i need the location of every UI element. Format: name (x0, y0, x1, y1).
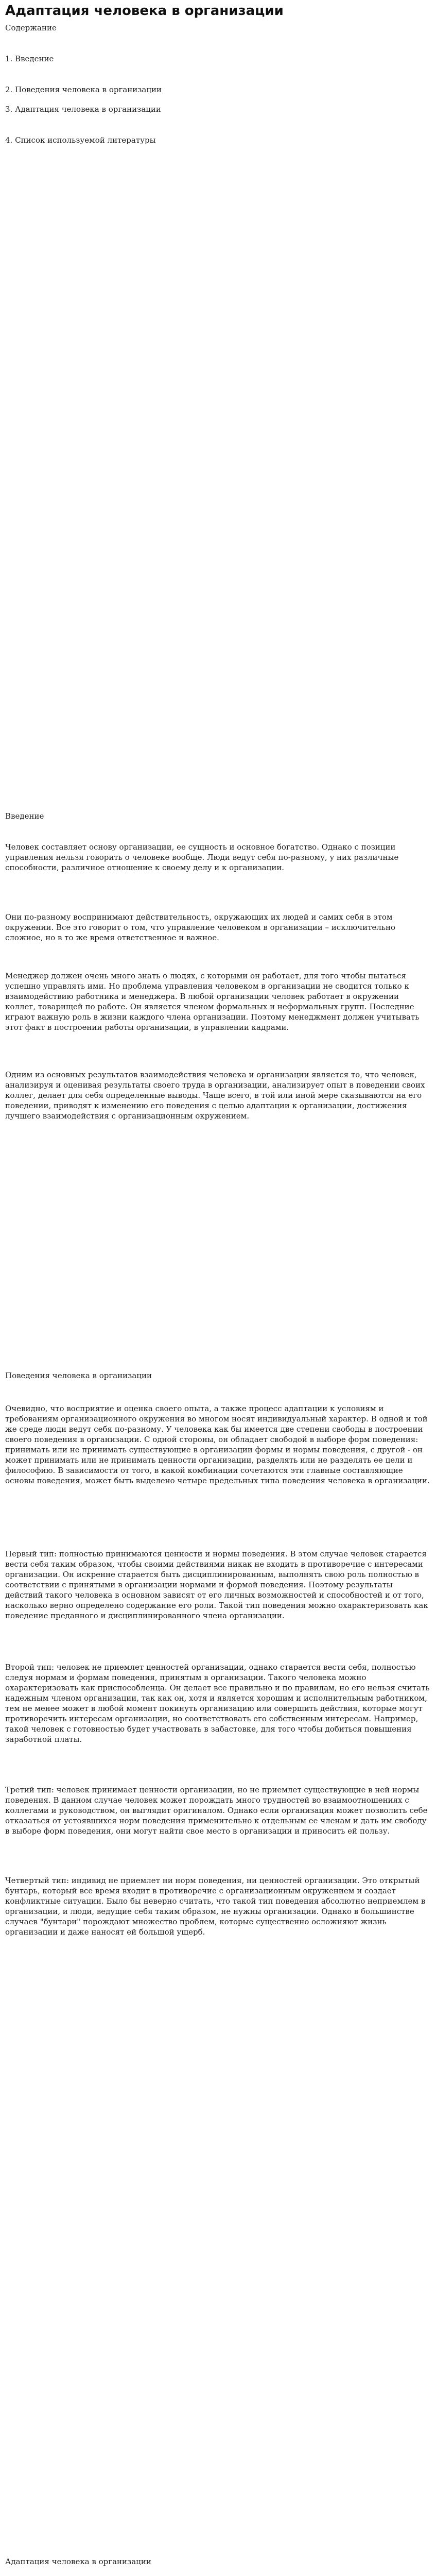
paragraph: Менеджер должен очень много знать о людях, с которыми он работает, для того чтобы пытаться успешно управлять ими. Но проблема управления человеком в организации не сводится только к взаимодействию работника и менеджера. В любой организации человек работает в окружении коллег, товарищей по работе. Он является членом формальных и неформальных групп. Последние играют важную роль в жизни каждого члена организации. Поэтому менеджмент должен учитывать этот факт в построении работы организации, в управлении кадрами. (5, 971, 420, 1032)
paragraph: Четвертый тип: индивид не приемлет ни норм поведения, ни ценностей организации. Это открытый бунтарь, который все время входит в противоречие с организационным окружением и создает конфликтные ситуации. Было бы неверно считать, что такой тип поведения абсолютно неприемлем в организации, и люди, ведущие себя таким образом, не нужны организации. Однако в большинстве случаев "бунтари" порождают множество проблем, которые существенно осложняют жизнь организации и даже наносят ей большой ущерб. (5, 1876, 426, 1937)
paragraph: Они по-разному воспринимают действительность, окружающих их людей и самих себя в этом окружении. Все это говорит о том, что управление человеком в организации – исключительно сложное, но в то же время ответственное и важное. (5, 912, 395, 942)
paragraph: Второй тип: человек не приемлет ценностей организации, однако старается вести себя, полностью следуя нормам и формам поведения, принятым в организации. Такого человека можно охарактеризовать как приспособленца. Он делает все правильно и по правилам, но его нельзя считать надежным членом организации, так как он, хотя и является хорошим и исполнительным работником, тем не менее может в любой момент покинуть организацию или совершить действия, которые могут противоречить интересам организации, но соответствовать его собственным интересам. Например, такой человек с готовностью будет участвовать в забастовке, для того чтобы добиться повышения заработной платы. (5, 1663, 430, 1744)
toc-item-behavior: 2. Поведения человека в организации (5, 85, 162, 94)
section-heading-introduction: Введение (5, 811, 44, 821)
paragraph: Первый тип: полностью принимаются ценности и нормы поведения. В этом случае человек старается вести себя таким образом, чтобы своими действиями никак не входить в противоречие с интересами организации. Он искренне старается быть дисциплинированным, выполнять свою роль полностью в соответствии с принятыми в организации нормами и формой поведения. Поэтому результаты действий такого человека в основном зависят от его личных возможностей и способностей и от того, насколько верно определено содержание его роли. Такой тип поведения можно охарактеризовать как поведение преданного и дисциплинированного члена организации. (5, 1549, 428, 1620)
document-title: Адаптация человека в организации (5, 3, 284, 19)
paragraph: Одним из основных результатов взаимодействия человека и организации является то, что человек, анализируя и оценивая результаты своего труда в организации, анализирует опыт в поведении своих коллег, делает для себя определенные выводы. Чаще всего, в той или иной мере сказываются на его поведении, приводят к изменению его поведения с целью адаптации к организации, достижения лучшего взаимодействия с организационным окружением. (5, 1070, 425, 1121)
paragraph: Третий тип: человек принимает ценности организации, но не приемлет существующие в ней нормы поведения. В данном случае человек может порождать много трудностей во взаимоотношениях с коллегами и руководством, он выглядит оригиналом. Однако если организация может позволить себе отказаться от устоявшихся норм поведения применительно к отдельным ее членам и дать им свободу в выборе форм поведения, они могут найти свое место в организации и приносить ей пользу. (5, 1785, 428, 1836)
paragraph: Человек составляет основу организации, ее сущность и основное богатство. Однако с позиции управления нельзя говорить о человеке вообще. Люди ведут себя по-разному, у них различные способности, различное отношение к своему делу и к организации. (5, 842, 399, 872)
contents-heading: Содержание (5, 23, 57, 32)
toc-item-adaptation: 3. Адаптация человека в организации (5, 105, 161, 114)
section-heading-behavior: Поведения человека в организации (5, 1371, 152, 1380)
paragraph: Очевидно, что восприятие и оценка своего опыта, а также процесс адаптации к условиям и требованиям организационного окружения во многом носят индивидуальный характер. В одной и той же среде люди ведут себя по-разному. У человека как бы имеется две степени свободы в построении своего поведения в организации. С одной стороны, он обладает свободой в выборе форм поведения: принимать или не принимать существующие в организации формы и нормы поведения, с другой - он может принимать или не принимать ценности организации, разделять или не разделять ее цели и философию. В зависимости от того, в какой комбинации сочетаются эти главные составляющие основы поведения, может быть выделено четыре предельных типа поведения человека в организации. (5, 1404, 430, 1485)
toc-item-introduction: 1. Введение (5, 54, 54, 63)
toc-item-bibliography: 4. Список используемой литературы (5, 135, 156, 145)
section-heading-adaptation: Адаптация человека в организации (5, 2557, 151, 2566)
